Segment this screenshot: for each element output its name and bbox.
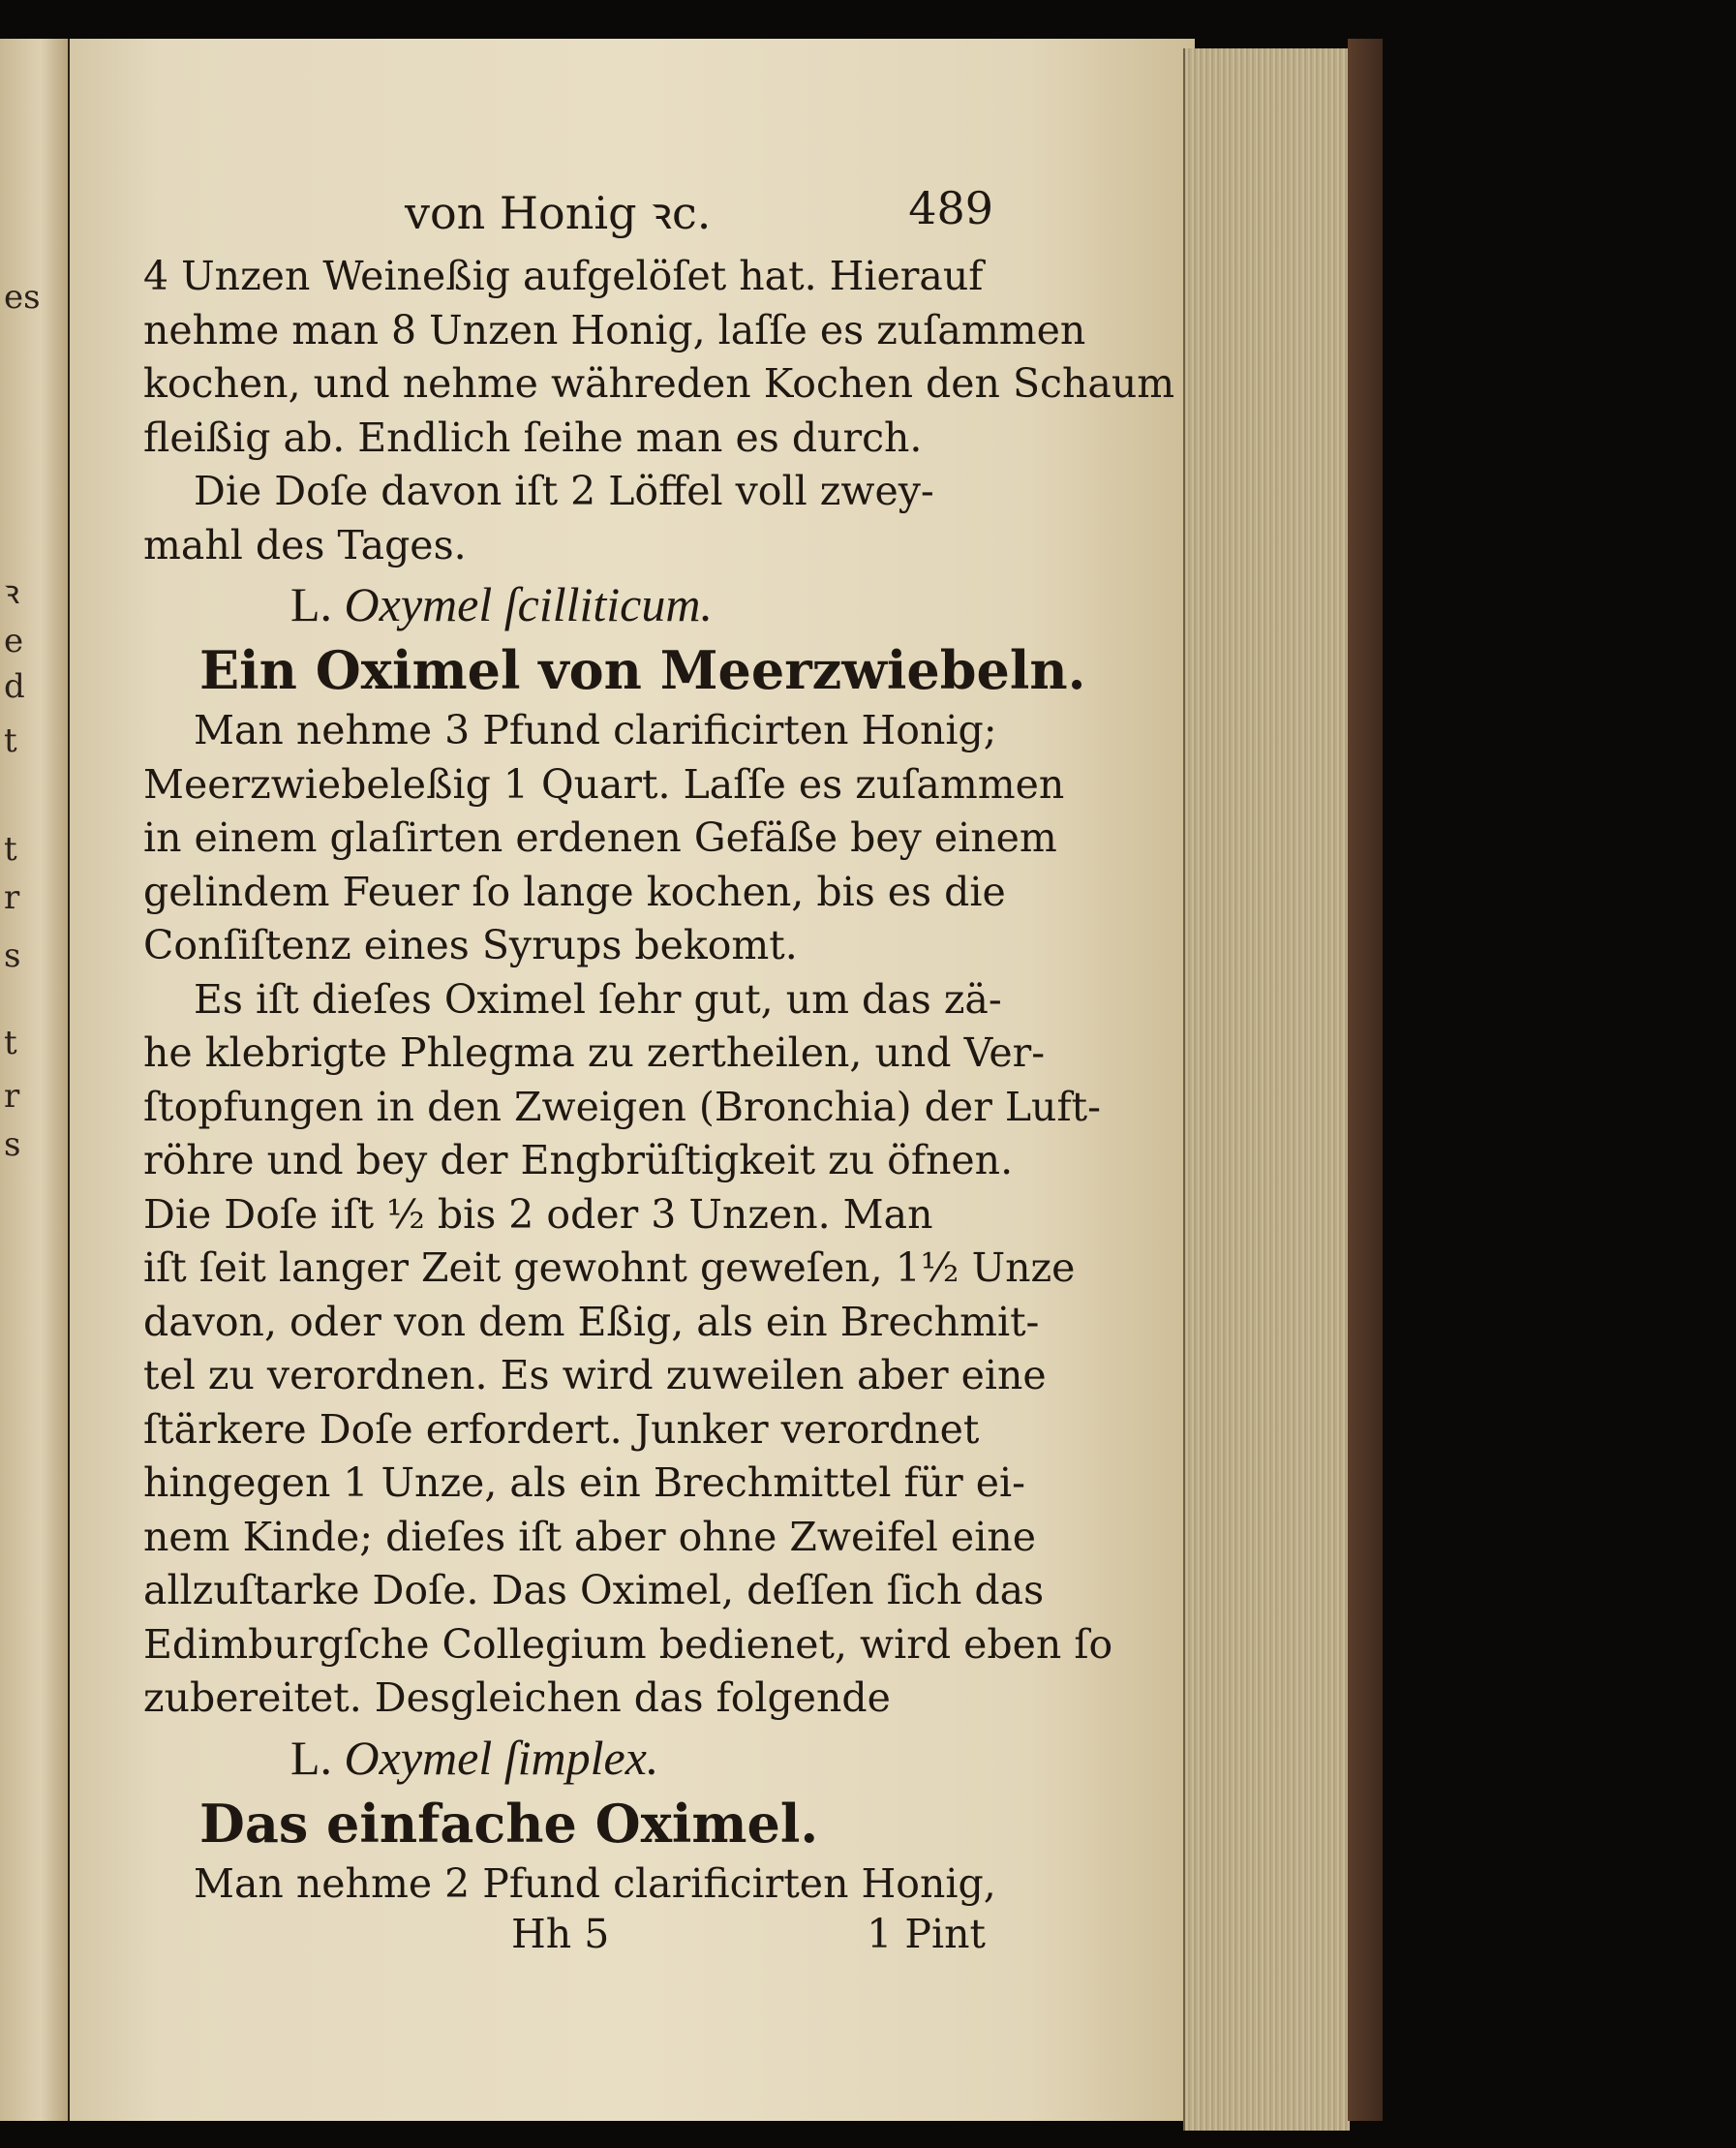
- text-line: fleißig ab. Endlich ſeihe man es durch.: [143, 414, 923, 461]
- paragraph-4: [143, 973, 1113, 1726]
- text-line: nem Kinde; dieſes iſt aber ohne Zweifel eine: [143, 1513, 1036, 1560]
- margin-fragment: d: [4, 667, 25, 706]
- section-number: L.: [290, 577, 333, 631]
- paragraph-1: [143, 250, 1175, 465]
- section-heading-latin: [143, 572, 986, 636]
- signature-mark: Hh 5: [511, 1911, 610, 1957]
- section-number: L.: [290, 1730, 333, 1785]
- margin-fragment: s: [4, 1125, 21, 1164]
- margin-fragment: ꝛ: [4, 573, 20, 612]
- section-heading-latin: [143, 1726, 986, 1790]
- paragraph-2: [143, 465, 986, 572]
- text-line: he klebrigte Phlegma zu zertheilen, und Ver-: [143, 1029, 1046, 1076]
- previous-page-edge: [0, 39, 71, 2121]
- text-line: in einem glaſirten erdenen Gefäße bey einem: [143, 814, 1057, 861]
- margin-fragment: t: [4, 721, 17, 760]
- margin-fragment: t: [4, 830, 17, 869]
- text-line: Die Doſe iſt ½ bis 2 oder 3 Unzen. Man: [143, 1190, 933, 1238]
- text-line: ſtopfungen in den Zweigen (Bronchia) der Luft-: [143, 1083, 1101, 1130]
- text-line: röhre und bey der Engbrüſtigkeit zu öfnen.: [143, 1137, 1014, 1183]
- text-line: Man nehme 3 Pfund clarificirten Honig;: [194, 707, 997, 753]
- running-head-title: von Honig ꝛc.: [405, 187, 712, 239]
- latin-title: Oxymel ſcilliticum.: [344, 577, 713, 631]
- paragraph-5: [143, 1857, 996, 1912]
- page-footer: [143, 1911, 986, 1965]
- latin-title: Oxymel ſimplex.: [344, 1730, 659, 1785]
- text-line: Conſiſtenz eines Syrups bekomt.: [143, 922, 798, 968]
- book-page: [70, 39, 1195, 2121]
- text-line: Es iſt dieſes Oximel ſehr gut, um das zä-: [194, 975, 1002, 1023]
- margin-fragment: t: [4, 1024, 17, 1062]
- text-line: Die Doſe davon iſt 2 Löffel voll zwey-: [194, 468, 934, 514]
- text-line: Man nehme 2 Pfund clarificirten Honig,: [194, 1859, 996, 1907]
- text-line: davon, oder von dem Eßig, als ein Brechmit-: [143, 1298, 1040, 1345]
- text-line: Edimburgſche Collegium bedienet, wird eben ſo: [143, 1620, 1113, 1668]
- text-line: ſtärkere Doſe erfordert. Junker verordnet: [143, 1405, 980, 1453]
- text-line: kochen, und nehme währeden Kochen den Schaum: [143, 360, 1175, 407]
- text-line: iſt ſeit langer Zeit gewohnt geweſen, 1½ Unze: [143, 1244, 1076, 1291]
- paragraph-3: [143, 704, 1065, 973]
- text-line: tel zu verordnen. Es wird zuweilen aber eine: [143, 1352, 1047, 1398]
- page-block-edge: [1183, 48, 1350, 2131]
- text-line: allzuſtarke Doſe. Das Oximel, deſſen ſich das: [143, 1567, 1045, 1613]
- page-text-block: [143, 182, 1175, 1965]
- running-head: [143, 182, 993, 250]
- section-heading-german: Das einfache Oximel.: [199, 1792, 819, 1855]
- book-cover-edge: [1348, 39, 1383, 2121]
- section-heading-german: Ein Oximel von Meerzwiebeln.: [199, 639, 1086, 701]
- text-line: gelindem Feuer ſo lange kochen, bis es die: [143, 868, 1006, 915]
- page-number: 489: [908, 182, 993, 234]
- text-line: hingegen 1 Unze, als ein Brechmittel für ei-: [143, 1459, 1025, 1506]
- margin-fragment: s: [4, 936, 21, 975]
- text-line: Meerzwiebeleßig 1 Quart. Laſſe es zuſammen: [143, 760, 1065, 808]
- text-line: mahl des Tages.: [143, 521, 467, 568]
- margin-fragment: e: [4, 622, 24, 660]
- text-line: nehme man 8 Unzen Honig, laſſe es zuſammen: [143, 306, 1086, 353]
- text-line: zubereitet. Desgleichen das folgende: [143, 1674, 891, 1721]
- text-line: 4 Unzen Weineßig aufgelöſet hat. Hierauf: [143, 253, 984, 299]
- margin-fragment: r: [4, 878, 20, 917]
- margin-fragment: r: [4, 1077, 20, 1116]
- catchword: 1 Pint: [867, 1911, 986, 1957]
- margin-fragment: es: [4, 278, 41, 317]
